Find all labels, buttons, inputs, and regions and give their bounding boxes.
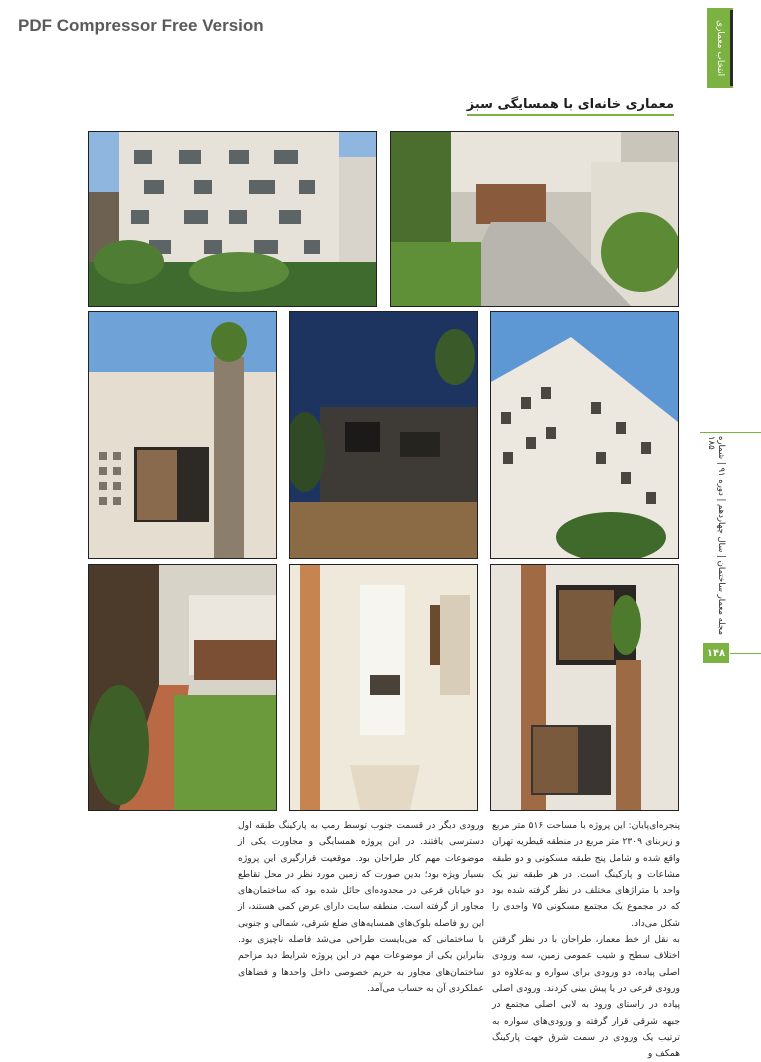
photo-interior-corridor bbox=[289, 564, 478, 811]
photo-corner-facade bbox=[490, 311, 679, 559]
photo-building-facade bbox=[88, 131, 377, 307]
article-header bbox=[466, 94, 680, 118]
paragraph: به نقل از خط معمار، طراحان با در نظر گرفتن اختلاف سطح و شیب عمومی زمین، سه ورودی اصلی پیاده، دو ورودی برای سواره و به‌علاوه دو ورودی فرعی در یا پیش بینی کردند. ورودی اصلی پیاده در راستای ورود به لابی اصلی مجتمع در جبهه شرقی قرار گرفته و ورودی‌های سواره به ترتیب یک ورودی در سمت شرق جهت پارکینگ همکف و bbox=[492, 934, 680, 1060]
body-column-left bbox=[238, 818, 484, 997]
article-title: معماری خانه‌ای با همسایگی سبز bbox=[467, 97, 674, 116]
page-number-rule bbox=[730, 653, 761, 654]
sidebar-rule bbox=[700, 432, 761, 433]
photo-garden-walkway bbox=[88, 564, 277, 811]
photo-screen-window bbox=[88, 311, 277, 559]
paragraph: پنجره‌ای‌پایان: این پروژه با مساحت ۵۱۶ متر مربع و زیربنای ۲۳۰۹ متر مربع در منطقه قیطریه تهران واقع شده و شامل پنج طبقه مسکونی و دو طبقه مشاعات و پارکینگ است. در هر طبقه نیز یک واحد با متراژهای مختلف در نظر گرفته شده بود که در مجموع یک مجتمع مسکونی ۷۵ واحدی را شکل می‌داد. bbox=[492, 820, 681, 929]
paragraph: ورودی دیگر در قسمت جنوب توسط رمپ به پارکینگ طبقه اول دسترسی یافتند. در این پروژه همسایگی و مجاورت یکی از موضوعات مهم کار طراحان بود. موقعیت قرارگیری این پروژه بسیار ویژه بود؛ بدین صورت که زمین مورد نظر در محل تقاطع دو خیابان فرعی در محدوده‌ای حائل شده بود که ساختمان‌های مجاور از گرفته است. منطقه سایت دارای عرض کمی هستند، از این رو فاصله بلوک‌های همسایه‌های ضلع شرقی، شمالی و جنوبی با ساختمانی که می‌بایست طراحی می‌شد فاصله ناچیزی بود. بنابراین یکی از موضوعات مهم در این پروژه شرایط دید مزاحم ساختمان‌های مجاور به حریم خصوصی داخل واحدها و فضاهای عملکردی آن به حساب می‌آمد. bbox=[238, 820, 484, 994]
magazine-issue-line: مجله معمار ساختمان | سال چهاردهم | دوره ۹۱ | شماره ۱۸۵ bbox=[706, 436, 726, 636]
watermark-text: PDF Compressor Free Version bbox=[18, 16, 264, 35]
section-tab-label: انتخاب معماری bbox=[715, 19, 725, 77]
photo-wood-shutters bbox=[490, 564, 679, 811]
body-column-right bbox=[492, 818, 680, 1062]
page-number: ۱۴۸ bbox=[703, 643, 729, 663]
photo-night-view bbox=[289, 311, 478, 559]
photo-courtyard-path bbox=[390, 131, 679, 307]
tab-divider bbox=[730, 10, 733, 86]
